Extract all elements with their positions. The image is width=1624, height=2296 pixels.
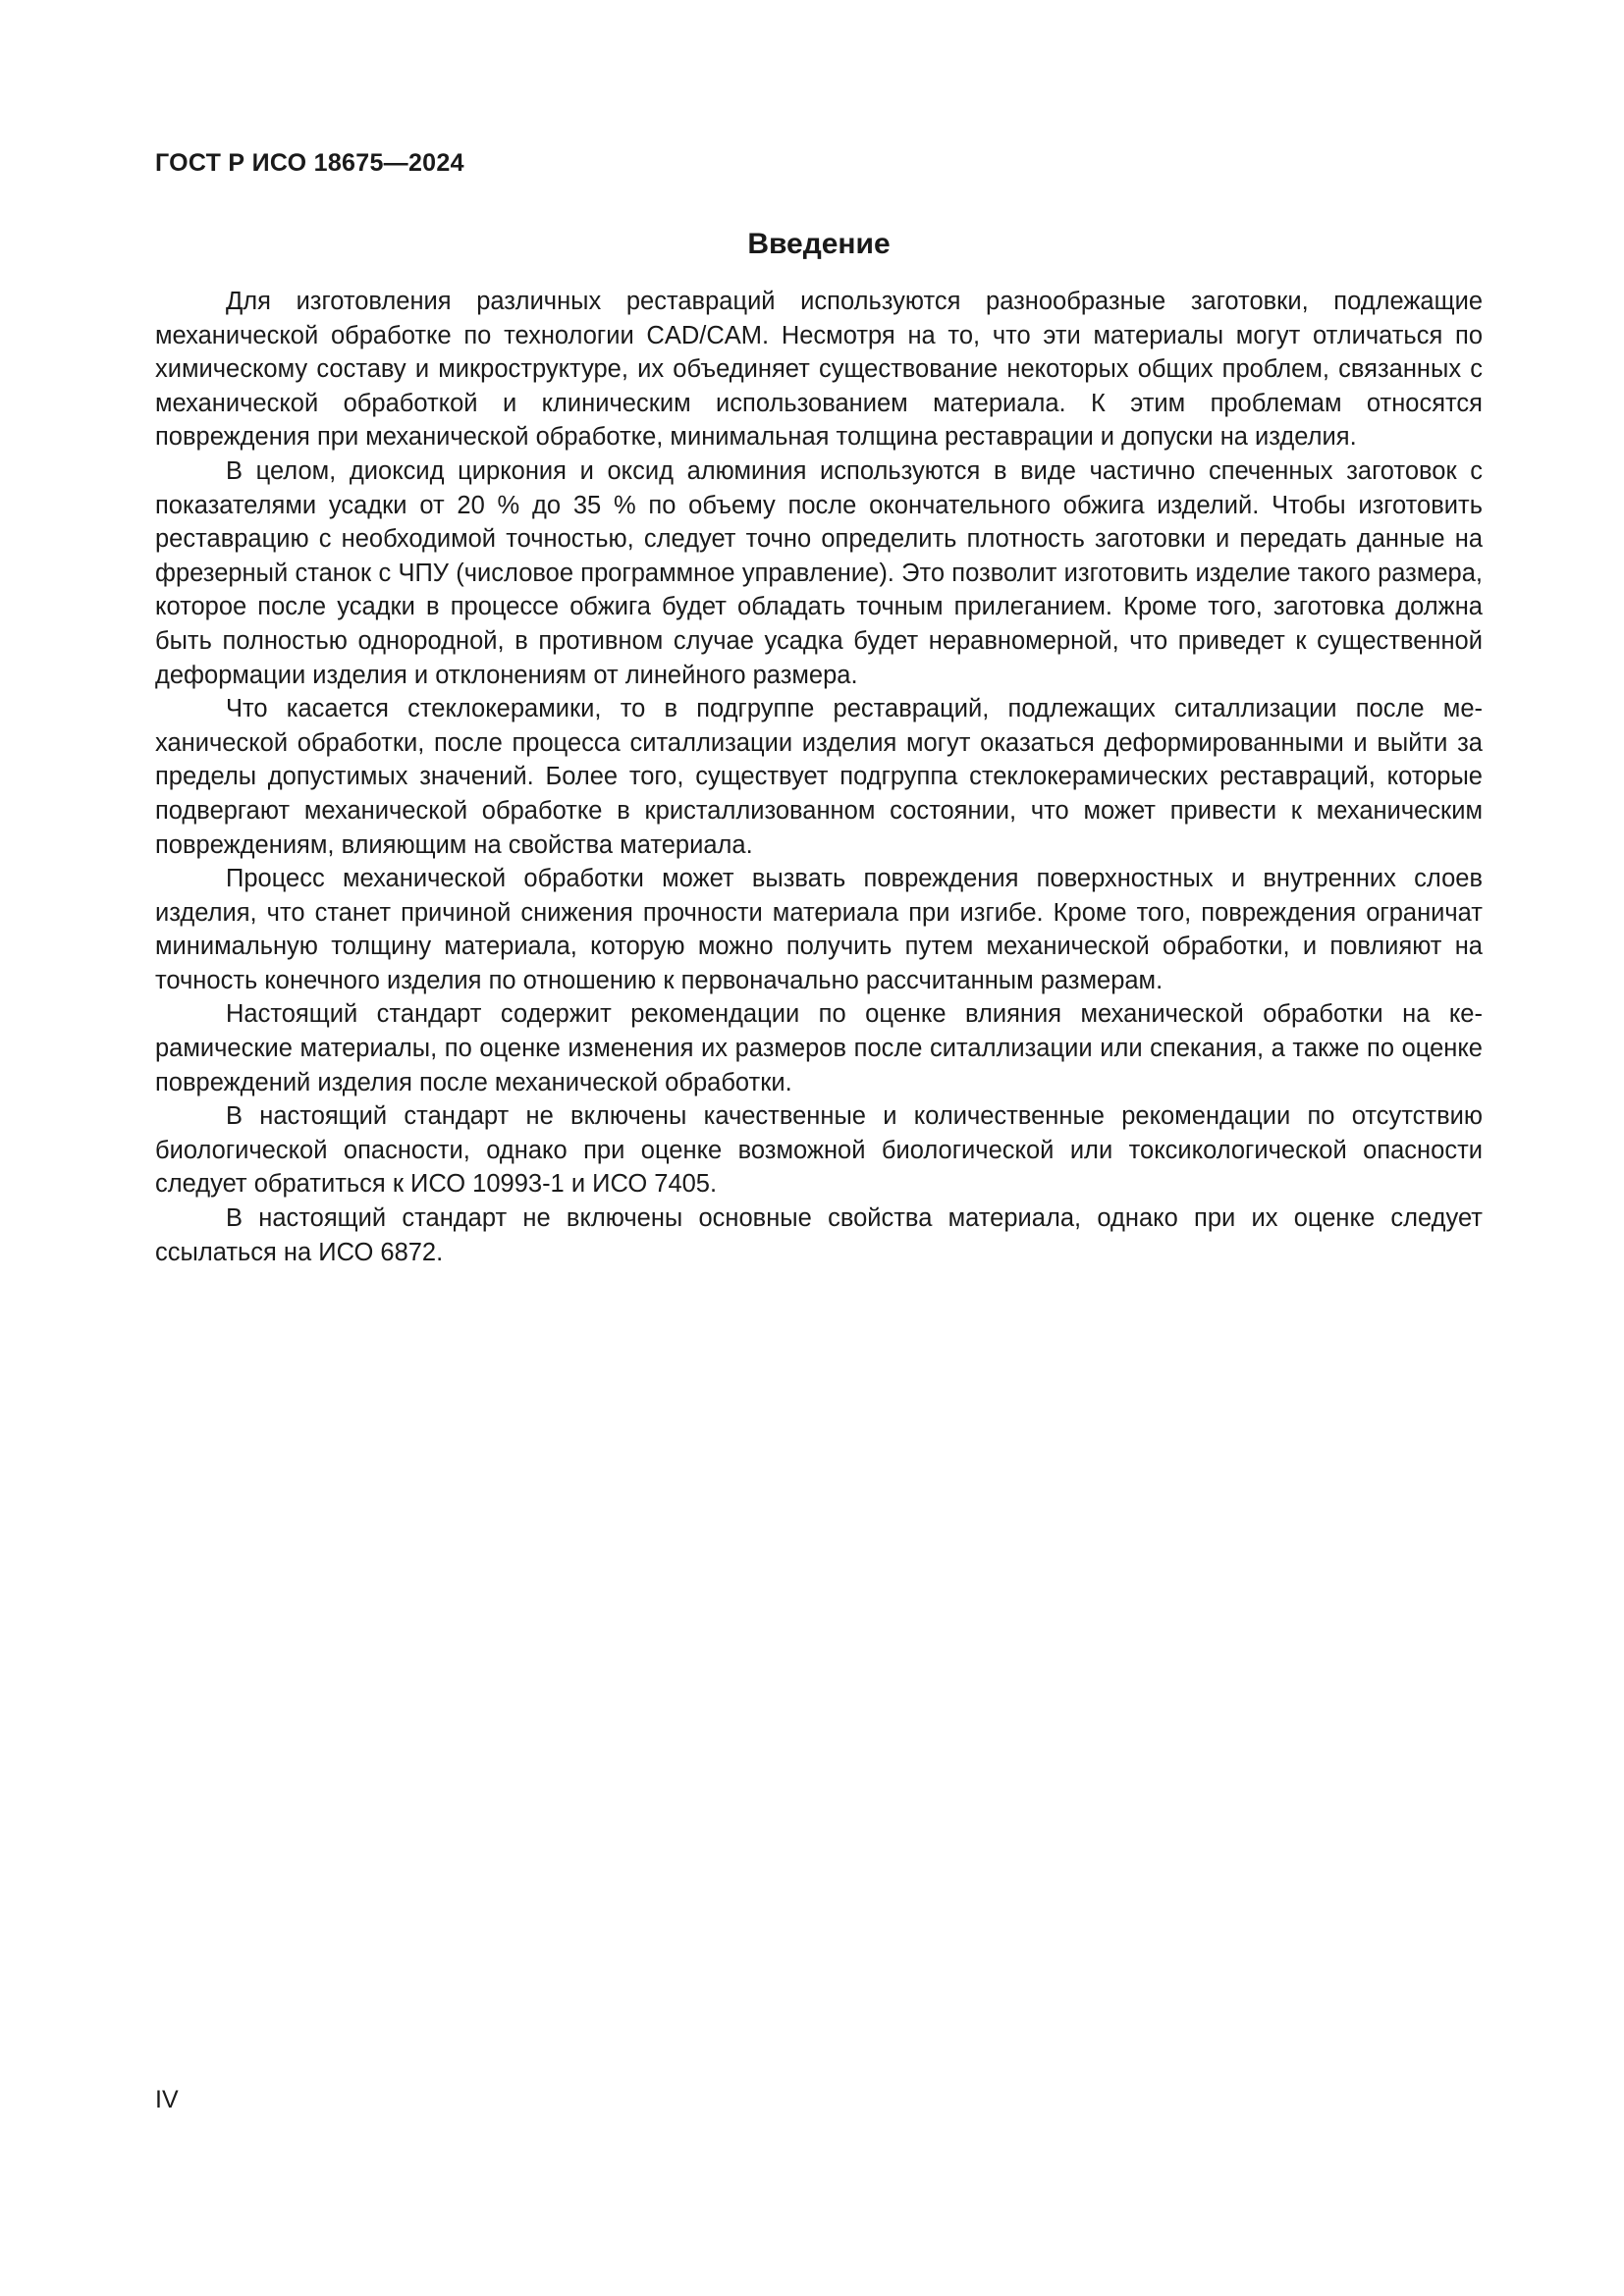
paragraph: В настоящий стандарт не включены основные свойства материала, однако при их оценке следует ссылаться на ИСО 6872. [155,1204,1483,1266]
intro-body [155,285,1483,1269]
paragraph: Настоящий стандарт содержит рекомендации по оценке влияния механической обработки на керамические материалы, по оценке изменения их размеров после ситаллизации или спекания, а также по оценке повреждений изделия после механической обработки. [155,1000,1483,1096]
paragraph: Что касается стеклокерамики, то в подгруппе реставраций, подлежащих ситаллизации после механической обработки, после процесса ситаллизации изделия могут оказаться деформированными и выйти за пределы допустимых значений. Более того, существует подгруппа стеклокерамических реставраций, которые подвергают механической обработке в кристаллизованном состоянии, что может привести к механическим повреждениям, влияющим на свойства материала. [155,695,1483,859]
paragraph: В целом, диоксид циркония и оксид алюминия используются в виде частично спеченных заготовок с показателями усадки от 20 % до 35 % по объему после окончательного обжига изделий. Чтобы изготовить реставрацию с необходимой точностью, следует точно определить плотность заготовки и передать данные на фрезерный станок с ЧПУ (числовое программное управление). Это позволит изготовить изделие такого размера, которое после усадки в процессе обжига будет обладать точным прилеганием. Кроме того, заготовка должна быть полностью однородной, в противном случае усадка будет неравномерной, что приведет к существенной деформации изделия и отклонениям от линейного размера. [155,456,1483,689]
paragraph: В настоящий стандарт не включены качественные и количественные рекомендации по отсутствию биологической опасности, однако при оценке возможной биологической или токсикологической опасности следует обратиться к ИСО 10993-1 и ИСО 7405. [155,1102,1483,1199]
page-number: IV [155,2086,179,2113]
standard-header: ГОСТ Р ИСО 18675—2024 [155,149,464,177]
paragraph: Для изготовления различных реставраций используются разнообразные заготовки, подлежащие механической обработке по технологии CAD/CAM. Несмотря на то, что эти материалы могут отличаться по химическому составу и микроструктуре, их объединяет существование некоторых общих проблем, связанных с механической обработкой и клиническим использованием материала. К этим проблемам относятся повреждения при механической обработке, минимальная толщина реставрации и допуски на изделия. [155,288,1483,452]
paragraph: Процесс механической обработки может вызвать повреждения поверхностных и внутренних слоев изделия, что станет причиной снижения прочности материала при изгибе. Кроме того, повреждения ограничат минимальную толщину материала, которую можно получить путем механической обработки, и повлияют на точность конечного изделия по отношению к первоначально рассчитанным размерам. [155,865,1483,994]
section-title: Введение [747,228,891,260]
